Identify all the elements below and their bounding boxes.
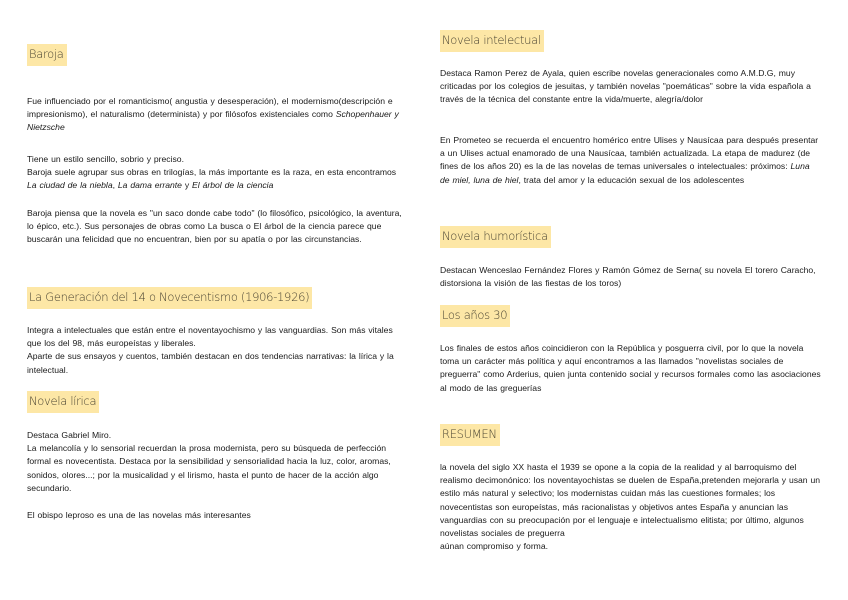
baroja-p2-emphasis-3: El árbol de la ciencia [192,180,274,191]
generacion-paragraph [27,324,405,377]
heading-resumen: RESUMEN [440,424,500,446]
lirica-p1-text: La melancolía y lo sensorial recuerdan la prosa modernista, pero su búsqueda de perfección formal es novecentista. Destaca por la sensibilidad y sensorialidad hacia la luz, color, aromas, sonidos, olores...; por la musicalidad y el lirismo, hasta el punto de hacer de la acción algo secundario. [27,443,391,493]
heading-novela-lirica: Novela lírica [27,391,99,413]
resumen-p1: la novela del siglo XX hasta el 1939 se opone a la copia de la realidad y al barroquismo del realismo decimonónico: los noventayochistas se duelen de España,pretenden mejorarla y usan un estilo más natural y selectivo; los modernistas cuidan más las cuestiones formales; los novecentistas son europeístas, más racionalistas y objetivos antes España y anuncian las vanguardias con su preocupación por el lenguaje e intelectualismo elitista; por último, algunos novelistas sociales de preguerra [440,462,821,539]
heading-baroja: Baroja [27,44,67,66]
heading-anos-30: Los años 30 [440,305,510,327]
humoristica-paragraph: Destacan Wenceslao Fernández Flores y Ramón Gómez de Serna( su novela El torero Caracho, distorsiona la visión de las fiestas de los toros) [440,265,816,289]
baroja-p2-emphasis-1: La ciudad de la niebla [27,180,113,191]
lirica-paragraph-1 [27,429,405,495]
resumen-paragraph [440,461,822,553]
baroja-paragraph-3: Baroja piensa que la novela es "un saco donde cabe todo" (lo filosófico, psicológico, la aventura, lo épico, etc.). Sus personajes de obras como La busca o El árbol de la ciencia parece que buscarán una felicidad que no encuentran, bien por su apatía o por las circunstancias. [27,208,402,245]
heading-generacion-14: La Generación del 14 o Novecentismo (1906-1926) [27,287,312,309]
baroja-p2-separator-2: y [184,180,190,191]
heading-novela-humoristica: Novela humorística [440,226,551,248]
baroja-p2-emphasis-2: La dama errante [117,180,182,191]
baroja-paragraph-1 [27,95,405,135]
baroja-p2-text: Baroja suele agrupar sus obras en trilogías, la más importante es la raza, en esta encontramos [27,167,397,178]
intelectual-p2-end: , trata del amor y la educación sexual de los adolescentes [518,174,745,185]
intelectual-p2-emphasis: Luna de miel, luna de hiel [440,161,810,185]
baroja-p2-separator-1: , [112,180,116,191]
lirica-p1-line1: Destaca Gabriel Miro. [27,430,112,440]
generacion-p2: Aparte de sus ensayos y cuentos, también destacan en dos tendencias narrativas: la lírica y la intelectual. [27,351,394,375]
intelectual-paragraph-2 [440,134,822,187]
resumen-p1-last: aúnan compromiso y forma. [440,541,549,552]
baroja-p1-emphasis: Schopenhauer y Nietzsche [27,109,399,133]
baroja-p1-text: Fue influenciado por el romanticismo( angustia y desesperación), el modernismo(descripción e impresionismo), el naturalismo (determinista) y por filósofos existenciales como [27,96,393,120]
baroja-paragraph-2 [27,153,405,193]
intelectual-paragraph-1: Destaca Ramon Perez de Ayala, quien escribe novelas generacionales como A.M.D.G, muy criticadas por los colegios de jesuitas, y también novelas "poemáticas" sobre la vida española a través de la técnica del constante entre la vida/muerte, alegría/dolor [440,68,811,105]
baroja-p2-line1: Tiene un estilo sencillo, sobrio y preciso. [27,154,184,164]
heading-novela-intelectual: Novela intelectual [440,30,544,52]
intelectual-p2-text: En Prometeo se recuerda el encuentro homérico entre Ulises y Nausícaa para después presentar a un Ulises actual enamorado de una Nausícaa, también actualizada. La etapa de madurez (de fines de los años 20) es la de las novelas de temas universales o intelectuales: próximos: [440,135,819,172]
anos30-paragraph: Los finales de estos años coincidieron con la República y posguerra civil, por lo que la novela toma un carácter más política y aquí encontramos a las llamados "novelistas sociales de preguerra" como Arderius, quien junta contenido social y recursos formales como las asociaciones al modo de las greguerías [440,343,821,393]
generacion-p1: Integra a intelectuales que están entre el noventayochismo y las vanguardias. Son más vitales que los del 98, más europeístas y liberales. [27,325,393,349]
lirica-paragraph-2: El obispo leproso es una de las novelas más interesantes [27,510,251,520]
